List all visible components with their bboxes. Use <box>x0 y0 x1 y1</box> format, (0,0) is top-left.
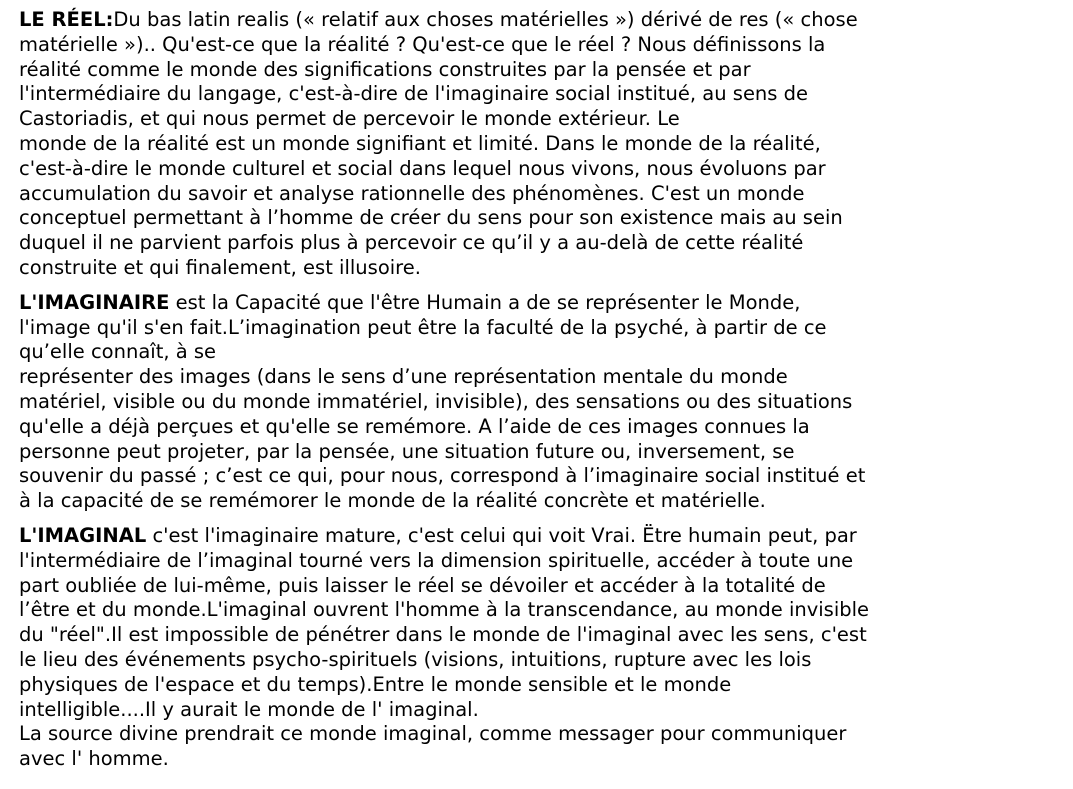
section-heading-imaginal: L'IMAGINAL <box>19 523 147 547</box>
text-line: La source divine prendrait ce monde imaginal, comme messager pour communiquer <box>19 722 847 746</box>
section-heading-imaginaire: L'IMAGINAIRE <box>19 290 170 314</box>
section-imaginaire <box>19 291 1064 514</box>
text-line: part oubliée de lui-même, puis laisser le réel se dévoiler et accéder à la totalité de <box>19 573 826 597</box>
text-line: à la capacité de se remémorer le monde de la réalité concrète et matérielle. <box>19 489 766 513</box>
text-line: qu'elle a déjà perçues et qu'elle se remémore. A l’aide de ces images connues la <box>19 414 810 438</box>
text-line: l’être et du monde.L'imaginal ouvrent l'homme à la transcendance, au monde invisible <box>19 598 870 622</box>
text-line: intelligible....Il y aurait le monde de l' imaginal. <box>19 697 479 721</box>
text-line: physiques de l'espace et du temps).Entre le monde sensible et le monde <box>19 672 732 696</box>
text-segment: c'est l'imaginaire mature, c'est celui qui voit Vrai. Ëtre humain peut, par <box>146 523 857 547</box>
text-segment: Du bas latin realis (« relatif aux choses matérielles ») dérivé de res (« chose <box>113 8 858 31</box>
text-line <box>19 524 1064 549</box>
text-line: c'est-à-dire le monde culturel et social dans lequel nous vivons, nous évoluons par <box>19 156 826 180</box>
text-line: duquel il ne parvient parfois plus à percevoir ce qu’il y a au-delà de cette réalité <box>19 231 804 255</box>
section-heading-reel: LE RÉEL: <box>19 8 114 31</box>
text-line: Castoriadis, et qui nous permet de percevoir le monde extérieur. Le <box>19 107 680 131</box>
text-line: matériel, visible ou du monde immatériel, invisible), des sensations ou des situations <box>19 389 853 413</box>
text-line: conceptuel permettant à l’homme de créer du sens pour son existence mais au sein <box>19 206 843 230</box>
text-line: qu’elle connaît, à se <box>19 340 217 364</box>
text-line: l'image qu'il s'en fait.L’imagination peut être la faculté de la psyché, à partir de ce <box>19 315 827 339</box>
text-line: personne peut projeter, par la pensée, une situation future ou, inversement, se <box>19 439 795 463</box>
text-line: représenter des images (dans le sens d’une représentation mentale du monde <box>19 365 788 389</box>
text-line: souvenir du passé ; c’est ce qui, pour nous, correspond à l’imaginaire social institué et <box>19 464 866 488</box>
text-line: l'intermédiaire de l’imaginal tourné vers la dimension spirituelle, accéder à toute une <box>19 548 854 572</box>
text-line: l'intermédiaire du langage, c'est-à-dire de l'imaginaire social institué, au sens de <box>19 82 809 106</box>
section-imaginal <box>19 524 1064 772</box>
text-line: du "réel".Il est impossible de pénétrer dans le monde de l'imaginal avec les sens, c'est <box>19 623 867 647</box>
text-line: le lieu des événements psycho-spirituels (visions, intuitions, rupture avec les lois <box>19 647 812 671</box>
text-line: accumulation du savoir et analyse rationnelle des phénomènes. C'est un monde <box>19 181 805 205</box>
document-body <box>19 8 1064 782</box>
text-line <box>19 291 1064 316</box>
text-line: matérielle »).. Qu'est-ce que la réalité ? Qu'est-ce que le réel ? Nous définissons la <box>19 32 826 56</box>
text-line <box>19 8 1064 33</box>
text-line: avec l' homme. <box>19 747 169 771</box>
section-reel <box>19 8 1064 281</box>
text-line: réalité comme le monde des significations construites par la pensée et par <box>19 57 751 81</box>
text-segment: est la Capacité que l'être Humain a de se représenter le Monde, <box>169 290 801 314</box>
text-line: construite et qui finalement, est illusoire. <box>19 255 421 279</box>
text-line: monde de la réalité est un monde signifiant et limité. Dans le monde de la réalité, <box>19 131 821 155</box>
